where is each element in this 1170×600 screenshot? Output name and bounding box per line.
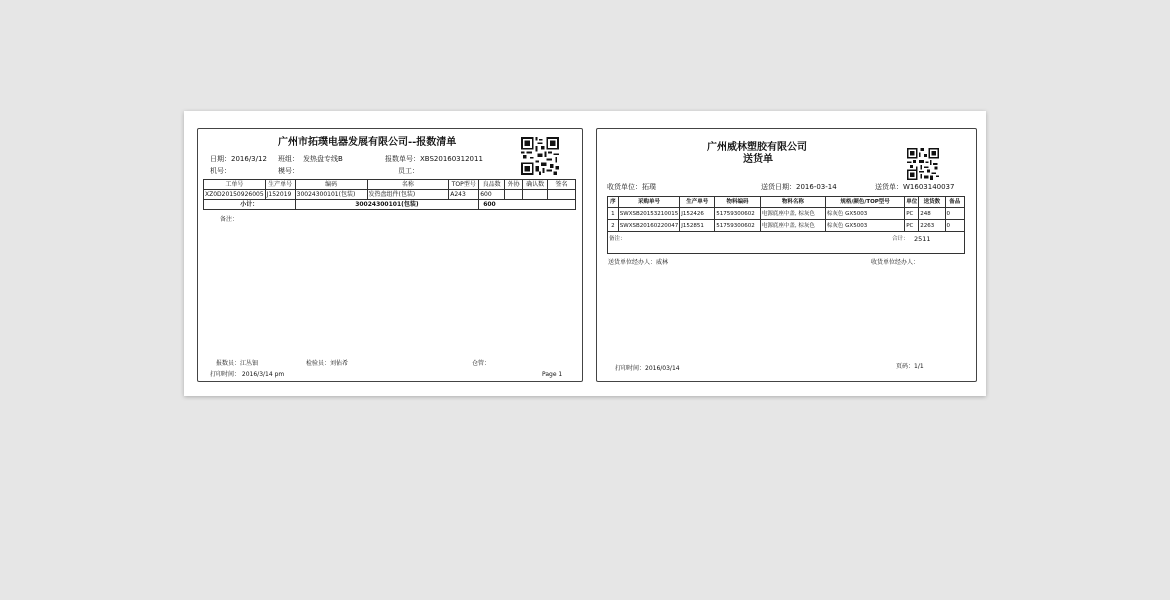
table-cell: J152851 <box>680 220 715 232</box>
table-cell: 1 <box>608 208 619 220</box>
table-cell: J152019 <box>265 190 295 200</box>
delivery-date: 送货日期：2016-03-14 <box>761 183 837 191</box>
table-row <box>204 190 576 200</box>
table-cell: A243 <box>449 190 479 200</box>
table-cell: 2 <box>608 220 619 232</box>
table-cell: 电源底座中盖, 棕灰色 <box>760 208 825 220</box>
inspector: 检验员：刘佑希 <box>306 360 349 367</box>
table-cell <box>548 190 576 200</box>
table-cell: 发热盘组件(包装) <box>367 190 449 200</box>
subtotal-row <box>204 200 576 210</box>
table-cell: J152426 <box>680 208 715 220</box>
column-header: 序 <box>608 197 619 208</box>
team-value: 发热盘专线B <box>303 155 343 163</box>
mold-label: 模号： <box>278 167 299 175</box>
table-cell: 600 <box>479 190 505 200</box>
table-row <box>608 220 965 232</box>
table-row <box>608 208 965 220</box>
document-sheet <box>184 111 986 396</box>
column-header: 编码 <box>295 180 367 190</box>
print-time: 打印时间：2016/03/14 <box>615 365 680 372</box>
delivery-note <box>596 128 977 382</box>
table-cell: SWXSB20153210015 <box>618 208 679 220</box>
table-cell: 51759300602 <box>715 220 761 232</box>
column-header: 单位 <box>905 197 919 208</box>
reporter: 报数员：江丛钿 <box>216 360 259 367</box>
column-header: 签名 <box>548 180 576 190</box>
staff-label: 员工： <box>398 167 419 175</box>
column-header: 生产单号 <box>265 180 295 190</box>
recipient: 收货单位：拓璞 <box>607 183 656 191</box>
table-cell: 电源底座中盖, 棕灰色 <box>760 220 825 232</box>
qr-code-icon <box>521 137 559 175</box>
table-cell: 0 <box>945 208 965 220</box>
table-header-row <box>608 197 965 208</box>
remark-label: 备注： <box>220 216 239 223</box>
print-time: 打印时间： 2016/3/14 pm <box>210 371 285 378</box>
remark-label: 备注： <box>609 236 626 242</box>
column-header: 送货数 <box>919 197 945 208</box>
table-cell: 248 <box>919 208 945 220</box>
delivery-no: 送货单：W1603140037 <box>875 183 955 191</box>
column-header: 备品 <box>945 197 965 208</box>
column-header: TOP型号 <box>449 180 479 190</box>
table-cell: 0 <box>945 220 965 232</box>
table-cell <box>505 190 523 200</box>
remark-cell <box>608 232 965 254</box>
column-header: 工单号 <box>204 180 266 190</box>
team-label: 班组： <box>278 155 299 163</box>
column-header: 物料名称 <box>760 197 825 208</box>
company-name: 广州威林塑胶有限公司 <box>707 142 807 153</box>
table-cell: PC <box>905 208 919 220</box>
sender-agent: 送货单位经办人：威林 <box>608 259 669 266</box>
table-header-row <box>204 180 576 190</box>
subtotal-qty: 600 <box>479 200 576 210</box>
table-cell: SWXSB20160220047 <box>618 220 679 232</box>
warehouse: 仓管： <box>472 360 491 367</box>
column-header: 物料编码 <box>715 197 761 208</box>
date-field: 日期：2016/3/12 <box>210 155 267 163</box>
column-header: 生产单号 <box>680 197 715 208</box>
subtotal-label: 小计： <box>204 200 296 210</box>
qr-code-icon <box>907 148 939 180</box>
total-label: 合计： <box>892 236 909 242</box>
receiver-agent: 收货单位经办人： <box>871 259 920 266</box>
machine-label: 机号： <box>210 167 231 175</box>
table-cell: PC <box>905 220 919 232</box>
table-cell: XZ0D20150926005 <box>205 190 264 198</box>
footer-row <box>608 232 965 254</box>
table-cell: 棕灰色 GX5003 <box>825 220 904 232</box>
page-number: Page 1 <box>542 371 563 378</box>
column-header: 确认数 <box>523 180 548 190</box>
report-no-value: XBS20160312011 <box>420 155 483 163</box>
delivery-table <box>607 196 965 254</box>
column-header: 良品数 <box>479 180 505 190</box>
column-header: 外协 <box>505 180 523 190</box>
total-value: 2511 <box>914 235 931 243</box>
subtotal-code: 30024300101(包装) <box>295 200 479 210</box>
table-cell: 棕灰色 GX5003 <box>825 208 904 220</box>
doc-title: 送货单 <box>743 154 773 165</box>
column-header: 名称 <box>367 180 449 190</box>
column-header: 规格/颜色/TOP型号 <box>825 197 904 208</box>
table-cell: 30024300101(包装) <box>295 190 367 200</box>
report-table <box>203 179 576 210</box>
report-form <box>197 128 583 382</box>
column-header: 采购单号 <box>618 197 679 208</box>
table-cell: 2263 <box>919 220 945 232</box>
table-cell: 51759300602 <box>715 208 761 220</box>
table-cell <box>523 190 548 200</box>
form-title: 广州市拓璞电器发展有限公司--报数清单 <box>278 137 457 148</box>
report-no-label: 报数单号： <box>385 155 420 163</box>
page-number: 页码：1/1 <box>896 363 924 370</box>
